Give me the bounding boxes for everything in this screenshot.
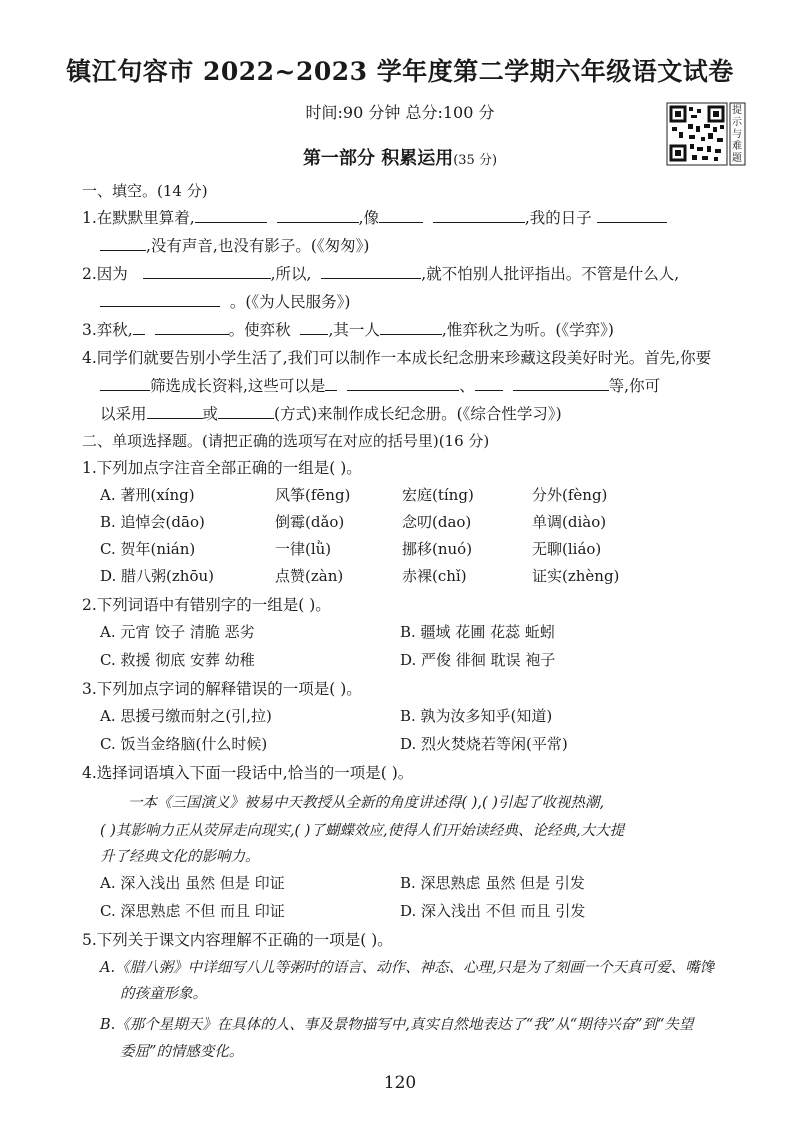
blank[interactable] [155,320,229,335]
mc2-stem: 2.下列词语中有错别字的一组是( )。 [82,596,331,614]
blank[interactable] [100,236,146,251]
mc5-option-b-line1[interactable]: B.《那个星期天》在具体的人、事及景物描写中,真实自然地表达了“我”从“期待兴奋”到“失望 [100,1017,694,1033]
mc5-option-a-line2: 的孩童形象。 [120,986,207,1002]
mc1-option[interactable]: B. 追悼会(dāo) [100,513,205,531]
mc3-option[interactable]: D. 烈火焚烧若等闲(平常) [400,735,568,753]
mc3-option[interactable]: A. 思援弓缴而射之(引,拉) [100,707,272,725]
mc3-option[interactable]: C. 饭当金络脑(什么时候) [100,735,268,753]
mc1-option: 倒霉(dǎo) [275,513,345,531]
mc1-option[interactable]: A. 著刑(xíng) [100,486,195,504]
mc4-passage-line1: 一本《三国演义》被易中天教授从全新的角度讲述得( ),( )引起了收视热潮, [128,795,605,811]
mc1-option: 点赞(zàn) [275,567,344,585]
blank[interactable] [380,320,442,335]
q1-line1: 1.在默默里算着, ,像 ,我的日子 [82,206,667,228]
blank[interactable] [597,208,667,223]
mc3-option[interactable]: B. 孰为汝多知乎(知道) [400,707,553,725]
q2-line2: 。(《为人民服务》) [100,290,350,312]
mc3-stem: 3.下列加点字词的解释错误的一项是( )。 [82,680,362,698]
mc4-option[interactable]: D. 深入浅出 不但 而且 引发 [400,902,586,920]
blank[interactable] [195,208,267,223]
part-score: (35 分) [453,153,498,168]
blank[interactable] [433,208,525,223]
q4-line2: 筛选成长资料,这些可以是 、 等,你可 [100,374,660,396]
mc5-option-a-line1[interactable]: A.《腊八粥》中详细写八儿等粥时的语言、动作、神态、心理,只是为了刻画一个天真可爱、嘴馋 [100,960,715,976]
mc1-option: 风筝(fēng) [275,486,351,504]
mc4-passage-line3: 升了经典文化的影响力。 [100,849,260,865]
q3-line: 3.弈秋, 。使弈秋 ,其一人 ,惟弈秋之为听。(《学弈》) [82,321,614,339]
mc4-option[interactable]: A. 深入浅出 虽然 但是 印证 [100,874,285,892]
blank[interactable] [133,320,145,335]
part-title [0,144,800,170]
mc2-option[interactable]: B. 疆域 花圃 花蕊 蚯蚓 [400,623,555,641]
blank[interactable] [325,376,337,391]
q4-line3: 以采用 或 (方式)来制作成长纪念册。(《综合性学习》) [100,405,562,423]
mc2-option[interactable]: D. 严俊 徘徊 耽误 袍子 [400,651,556,669]
mc1-option: 赤裸(chǐ) [402,567,467,585]
mc1-option: 念叨(dao) [402,513,472,531]
exam-title: 镇江句容市 2022~2023 学年度第二学期六年级语文试卷 [66,57,734,86]
mc1-option[interactable]: D. 腊八粥(zhōu) [100,567,214,585]
mc4-option[interactable]: B. 深思熟虑 虽然 但是 引发 [400,874,585,892]
mc1-stem: 1.下列加点字注音全部正确的一组是( )。 [82,459,362,477]
part-title-text: 第一部分 积累运用 [302,148,454,169]
blank[interactable] [218,404,274,419]
blank[interactable] [147,404,203,419]
mc4-stem: 4.选择词语填入下面一段话中,恰当的一项是( )。 [82,764,414,782]
qr-caption: 提示与难题 [732,105,742,164]
blank[interactable] [513,376,609,391]
blank[interactable] [347,376,459,391]
mc4-option[interactable]: C. 深思熟虑 不但 而且 印证 [100,902,285,920]
mc1-option: 宏庭(tíng) [402,486,474,504]
mc5-stem: 5.下列关于课文内容理解不正确的一项是( )。 [82,931,393,949]
mc1-option[interactable]: C. 贺年(nián) [100,540,196,558]
mc1-option: 分外(fèng) [532,486,608,504]
mc5-option-b-line2: 委屈”的情感变化。 [120,1044,244,1060]
section-1-title: 一、填空。(14 分) [82,182,208,200]
blank[interactable] [143,264,271,279]
blank[interactable] [379,208,423,223]
blank[interactable] [100,292,220,307]
blank[interactable] [300,320,328,335]
q4-line1: 4.同学们就要告别小学生活了,我们可以制作一本成长纪念册来珍藏这段美好时光。首先,你要 [82,349,712,367]
blank[interactable] [475,376,503,391]
mc2-option[interactable]: C. 救援 彻底 安葬 幼稚 [100,651,255,669]
mc2-option[interactable]: A. 元宵 饺子 清脆 恶劣 [100,623,255,641]
blank[interactable] [321,264,421,279]
page-number: 120 [383,1073,417,1093]
q2-line1: 2.因为 ,所以, ,就不怕别人批评指出。不管是什么人, [82,265,680,283]
mc1-option: 无聊(liáo) [532,540,602,558]
mc1-option: 证实(zhèng) [532,567,620,585]
section-2-title: 二、单项选择题。(请把正确的选项写在对应的括号里)(16 分) [82,432,490,450]
mc1-option: 一律(lǜ) [275,540,332,558]
q1-line2: ,没有声音,也没有影子。(《匆匆》) [100,234,369,256]
mc4-passage-line2: ( )其影响力正从荧屏走向现实,( )了蝴蝶效应,使得人们开始读经典、论经典,大大提 [100,823,625,839]
exam-meta: 时间:90 分钟 总分:100 分 [305,103,495,122]
blank[interactable] [277,208,359,223]
blank[interactable] [100,376,150,391]
mc1-option: 单调(diào) [532,513,607,531]
mc1-option: 挪移(nuó) [402,540,473,558]
